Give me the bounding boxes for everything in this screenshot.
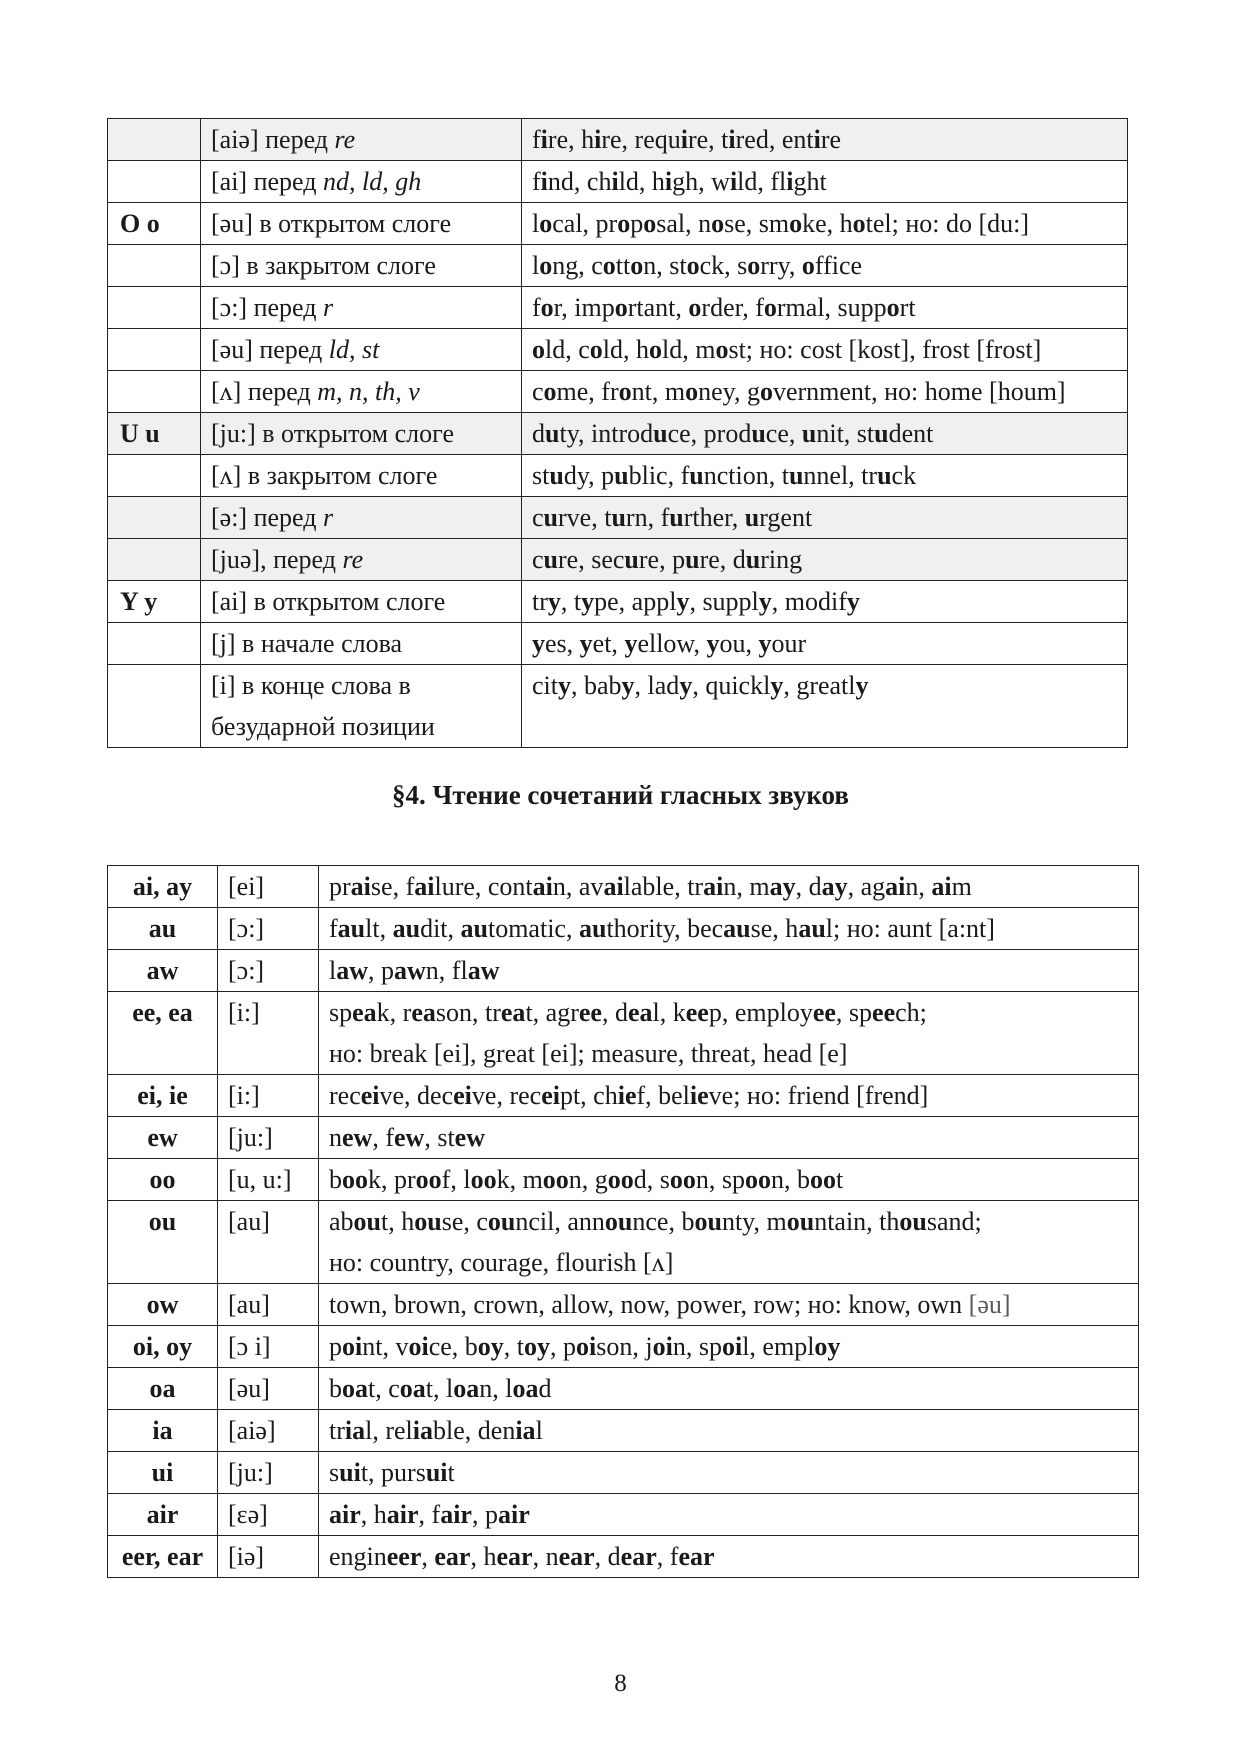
combination-cell: ai, ay: [108, 866, 218, 908]
section-title: §4. Чтение сочетаний гласных звуков: [392, 780, 849, 810]
examples-cell: book, proof, look, moon, good, soon, spoon, boot: [319, 1159, 1139, 1201]
sound-cell: [ɔ i]: [218, 1326, 319, 1368]
table-row: [108, 119, 1128, 161]
examples-cell: suit, pursuit: [319, 1452, 1139, 1494]
examples-cell: boat, coat, loan, load: [319, 1368, 1139, 1410]
examples-cell: try, type, apply, supply, modify: [522, 581, 1128, 623]
examples-cell: speak, reason, treat, agree, deal, keep, employee, speech; но: break [ei], great [ei]; measure, threat, head [e]: [319, 992, 1139, 1075]
sound-cell: [au]: [218, 1284, 319, 1326]
combination-cell: ew: [108, 1117, 218, 1159]
sound-cell: [aiə] перед re: [201, 119, 522, 161]
combination-cell: ia: [108, 1410, 218, 1452]
examples-cell: fire, hire, require, tired, entire: [522, 119, 1128, 161]
combination-cell: ou: [108, 1201, 218, 1284]
letter-cell: O o: [108, 203, 201, 245]
examples-cell: curve, turn, further, urgent: [522, 497, 1128, 539]
letter-cell: U u: [108, 413, 201, 455]
sound-cell: [ʌ] в закрытом слоге: [201, 455, 522, 497]
table-row: [108, 1452, 1139, 1494]
table-row: [108, 245, 1128, 287]
table-row: [108, 1494, 1139, 1536]
table-row: [108, 992, 1139, 1075]
sound-cell: [ju:]: [218, 1452, 319, 1494]
examples-cell: praise, failure, contain, available, train, may, day, again, aim: [319, 866, 1139, 908]
letter-cell: [108, 455, 201, 497]
examples-cell: cure, secure, pure, during: [522, 539, 1128, 581]
table-row: [108, 1201, 1139, 1284]
sound-cell: [ɛə]: [218, 1494, 319, 1536]
sound-cell: [juə], перед re: [201, 539, 522, 581]
table-row: [108, 161, 1128, 203]
examples-cell: point, voice, boy, toy, poison, join, spoil, employ: [319, 1326, 1139, 1368]
combination-cell: oo: [108, 1159, 218, 1201]
table-row: [108, 497, 1128, 539]
letter-cell: [108, 665, 201, 748]
table-row: [108, 1536, 1139, 1578]
sound-cell: [i:]: [218, 1075, 319, 1117]
examples-cell: city, baby, lady, quickly, greatly: [522, 665, 1128, 748]
combination-cell: air: [108, 1494, 218, 1536]
examples-cell: new, few, stew: [319, 1117, 1139, 1159]
table-row: [108, 1159, 1139, 1201]
letter-cell: [108, 119, 201, 161]
sound-cell: [ɔ:]: [218, 950, 319, 992]
sound-cell: [ai] в открытом слоге: [201, 581, 522, 623]
sound-cell: [ʌ] перед m, n, th, v: [201, 371, 522, 413]
combination-cell: ow: [108, 1284, 218, 1326]
examples-cell: for, important, order, formal, support: [522, 287, 1128, 329]
sound-cell: [ju:]: [218, 1117, 319, 1159]
combination-cell: ei, ie: [108, 1075, 218, 1117]
examples-cell: yes, yet, yellow, you, your: [522, 623, 1128, 665]
letter-cell: Y y: [108, 581, 201, 623]
sound-cell: [əu]: [218, 1368, 319, 1410]
table-row: [108, 371, 1128, 413]
table-row: [108, 1075, 1139, 1117]
combination-cell: aw: [108, 950, 218, 992]
sound-cell: [əu] в открытом слоге: [201, 203, 522, 245]
sound-cell: [ə:] перед r: [201, 497, 522, 539]
examples-cell: trial, reliable, denial: [319, 1410, 1139, 1452]
page-number: 8: [614, 1670, 627, 1697]
table-row: [108, 1326, 1139, 1368]
sound-cell: [ɔ] в закрытом слоге: [201, 245, 522, 287]
examples-cell: study, public, function, tunnel, truck: [522, 455, 1128, 497]
examples-cell: air, hair, fair, pair: [319, 1494, 1139, 1536]
letter-cell: [108, 329, 201, 371]
table-row: [108, 203, 1128, 245]
examples-cell: duty, introduce, produce, unit, student: [522, 413, 1128, 455]
sound-cell: [ei]: [218, 866, 319, 908]
table-row: [108, 866, 1139, 908]
examples-cell: old, cold, hold, most; но: cost [kost], frost [frost]: [522, 329, 1128, 371]
sound-cell: [aiə]: [218, 1410, 319, 1452]
table-row: [108, 455, 1128, 497]
table-row: [108, 665, 1128, 748]
combination-cell: eer, ear: [108, 1536, 218, 1578]
sound-cell: [au]: [218, 1201, 319, 1284]
sound-cell: [ɔ:] перед r: [201, 287, 522, 329]
table-row: [108, 908, 1139, 950]
sound-cell: [əu] перед ld, st: [201, 329, 522, 371]
examples-cell: law, pawn, flaw: [319, 950, 1139, 992]
table-row: [108, 623, 1128, 665]
table-row: [108, 1368, 1139, 1410]
combination-cell: oa: [108, 1368, 218, 1410]
examples-cell: town, brown, crown, allow, now, power, row; но: know, own [əu]: [319, 1284, 1139, 1326]
sound-cell: [u, u:]: [218, 1159, 319, 1201]
examples-cell: fault, audit, automatic, authority, because, haul; но: aunt [a:nt]: [319, 908, 1139, 950]
examples-cell: local, proposal, nose, smoke, hotel; но: do [du:]: [522, 203, 1128, 245]
sound-cell: [i:]: [218, 992, 319, 1075]
combination-cell: ee, ea: [108, 992, 218, 1075]
letter-cell: [108, 245, 201, 287]
letter-cell: [108, 539, 201, 581]
examples-cell: about, house, council, announce, bounty, mountain, thousand; но: country, courage, flourish [ʌ]: [319, 1201, 1139, 1284]
table-row: [108, 1410, 1139, 1452]
vowel-combinations-table: [107, 865, 1139, 1578]
letter-cell: [108, 161, 201, 203]
sound-cell: [iə]: [218, 1536, 319, 1578]
examples-cell: engineer, ear, hear, near, dear, fear: [319, 1536, 1139, 1578]
letter-cell: [108, 497, 201, 539]
sound-cell: [ɔ:]: [218, 908, 319, 950]
table-row: [108, 539, 1128, 581]
sound-cell: [ju:] в открытом слоге: [201, 413, 522, 455]
letter-cell: [108, 371, 201, 413]
examples-cell: come, front, money, government, но: home [houm]: [522, 371, 1128, 413]
table-row: [108, 950, 1139, 992]
table-row: [108, 1284, 1139, 1326]
table-row: [108, 413, 1128, 455]
combination-cell: au: [108, 908, 218, 950]
letter-cell: [108, 287, 201, 329]
examples-cell: long, cotton, stock, sorry, office: [522, 245, 1128, 287]
table-row: [108, 581, 1128, 623]
letter-cell: [108, 623, 201, 665]
combination-cell: oi, oy: [108, 1326, 218, 1368]
table-row: [108, 329, 1128, 371]
examples-cell: find, child, high, wild, flight: [522, 161, 1128, 203]
table-row: [108, 287, 1128, 329]
table-row: [108, 1117, 1139, 1159]
combination-cell: ui: [108, 1452, 218, 1494]
sound-cell: [i] в конце слова в безударной позиции: [201, 665, 522, 748]
vowel-letters-table: [107, 118, 1128, 748]
sound-cell: [ai] перед nd, ld, gh: [201, 161, 522, 203]
examples-cell: receive, deceive, receipt, chief, believe; но: friend [frend]: [319, 1075, 1139, 1117]
sound-cell: [j] в начале слова: [201, 623, 522, 665]
